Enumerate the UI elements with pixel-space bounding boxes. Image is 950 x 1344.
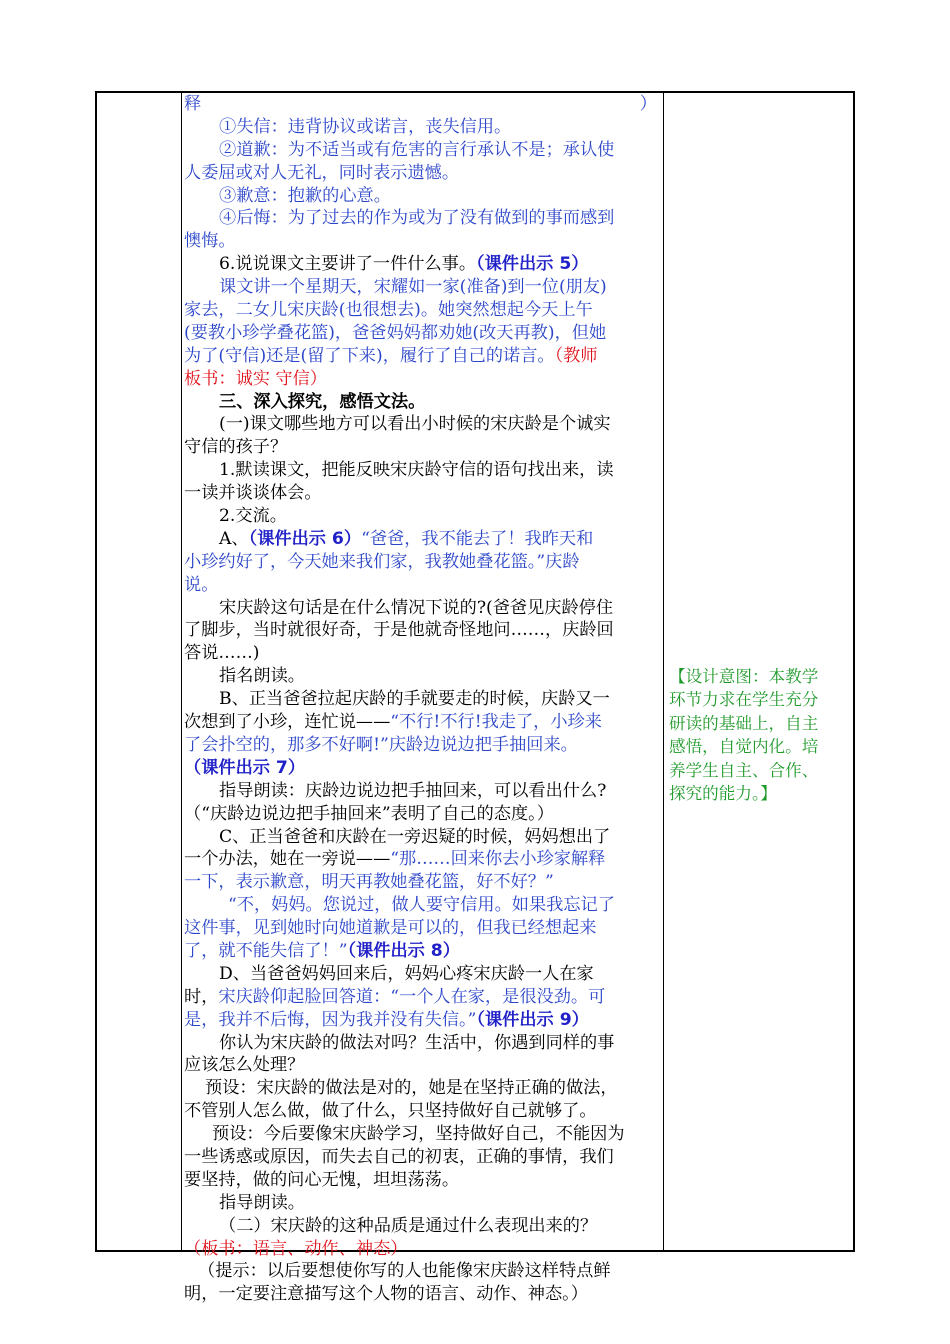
text-line: 1.默读课文，把能反映宋庆龄守信的语句找出来，读 (219, 460, 614, 481)
text-line: 守信的孩子？ (184, 437, 288, 458)
courseware-callout: （课件出示 8） (347, 940, 460, 961)
text-line: 指导朗读。 (219, 1192, 305, 1213)
text-line: 指导朗读：庆龄边说边把手抽回来，可以看出什么? (219, 780, 607, 801)
text-line: 了脚步，当时就很好奇，于是他就奇怪地问……，庆龄回 (184, 620, 614, 641)
courseware-callout: （课件出示 7） (184, 757, 306, 778)
text-line: 说。 (184, 574, 219, 595)
board-note: 板书：诚实 守信） (184, 368, 327, 389)
text-line: 宋庆龄这句话是在什么情况下说的?(爸爸见庆龄停住 (219, 597, 614, 618)
text-line: (一)课文哪些地方可以看出小时候的宋庆龄是个诚实 (219, 414, 611, 435)
text-line: （提示：以后要想使你写的人也能像宋庆龄这样特点鲜 (198, 1261, 611, 1282)
design-note-line: 探究的能力。】 (669, 784, 777, 804)
courseware-callout: （课件出示 9） (476, 1009, 589, 1030)
text-line: 要坚持，做的问心无愧，坦坦荡荡。 (184, 1169, 460, 1190)
text-line: (要教小珍学叠花篮)，爸爸妈妈都劝她(改天再教)，但她 (184, 322, 607, 343)
text-line: 为了(守信)还是(留了下来)，履行了自己的诺言。（教师 (184, 345, 598, 366)
design-note-line: 感悟，自觉内化。培 (669, 737, 819, 757)
text-line: 应该怎么处理？ (184, 1055, 305, 1076)
text-line: ④后悔：为了过去的作为或为了没有做到的事而感到 (219, 208, 615, 229)
text-line: 一下，表示歉意，明天再教她叠花篮，好不好？” (184, 872, 554, 893)
courseware-callout: （课件出示 5） (476, 254, 589, 275)
text-line: A、（课件出示 6）“爸爸，我不能去了！我昨天和 (219, 528, 594, 549)
text-line: 家去，二女儿宋庆龄(也很想去)。她突然想起今天上午 (184, 300, 593, 321)
text-line: 一些诱惑或原因，而失去自己的初衷，正确的事情，我们 (184, 1146, 614, 1167)
text-line: 人委屈或对人无礼，同时表示遗憾。 (184, 162, 460, 183)
design-note-line: 研读的基础上，自主 (669, 713, 819, 733)
text-line: 预设：宋庆龄的做法是对的，她是在坚持正确的做法， (205, 1078, 618, 1099)
text-line: 了，就不能失信了！”（课件出示 8） (184, 940, 460, 961)
column-divider-right (663, 93, 664, 1250)
text-line: 6.说说课文主要讲了一件什么事。（课件出示 5） (219, 254, 589, 275)
text-line: 不管别人怎么做，做了什么，只坚持做好自己就够了。 (184, 1101, 597, 1122)
text-line: 明，一定要注意描写这个人物的语言、动作、神态。） (184, 1284, 588, 1305)
column-divider-left (181, 93, 182, 1250)
text-line: 释 ） (184, 94, 657, 114)
board-note: （板书：语言、动作、神态） (184, 1238, 408, 1259)
text-line: 小珍约好了，今天她来我们家，我教她叠花篮。”庆龄 (184, 551, 580, 572)
courseware-callout: （课件出示 6） (248, 528, 362, 549)
text-line: C、正当爸爸和庆龄在一旁迟疑的时候，妈妈想出了 (219, 826, 611, 847)
text-line: 一个办法，她在一旁说——“那……回来你去小珍家解释 (184, 849, 606, 870)
text-line: 次想到了小珍，连忙说——“不行!不行!我走了，小珍来 (184, 712, 602, 733)
design-note-line: 环节力求在学生充分 (669, 690, 819, 710)
text-line: 了会扑空的，那多不好啊!”庆龄边说边把手抽回来。 (184, 734, 578, 755)
text-line: 时，宋庆龄仰起脸回答道：“一个人在家，是很没劲。可 (184, 986, 606, 1007)
text-line: “不，妈妈。您说过，做人要守信用。如果我忘记了 (228, 895, 615, 916)
text-line: 2.交流。 (219, 506, 287, 527)
text-line: ①失信：违背协议或诺言，丧失信用。 (219, 116, 512, 137)
design-note-line: 【设计意图：本教学 (669, 667, 819, 686)
text-line: B、正当爸爸拉起庆龄的手就要走的时候，庆龄又一 (219, 689, 610, 710)
text-line: 指名朗读。 (219, 666, 305, 687)
text-line: ②道歉：为不适当或有危害的言行承认不是；承认使 (219, 139, 615, 160)
text-line: 懊悔。 (184, 231, 236, 252)
text-line: ③歉意：抱歉的心意。 (219, 185, 391, 206)
text-line: 这件事，见到她时向她道歉是可以的，但我已经想起来 (184, 918, 597, 939)
lesson-plan-table (95, 91, 855, 1305)
section-heading: 三、深入探究，感悟文法。 (219, 391, 426, 412)
text-line: （“庆龄边说边把手抽回来”表明了自己的态度。） (184, 803, 554, 824)
text-line: （二）宋庆龄的这种品质是通过什么表现出来的？ (219, 1215, 598, 1236)
text-line: 一读并谈谈体会。 (184, 483, 322, 504)
text-line: 答说……) (184, 643, 260, 664)
text-line: 是，我并不后悔，因为我并没有失信。”（课件出示 9） (184, 1009, 589, 1030)
teaching-process-cell (184, 93, 661, 1305)
text-line: 预设：今后要像宋庆龄学习，坚持做好自己，不能因为 (212, 1124, 625, 1145)
design-intent-note (669, 665, 847, 805)
design-note-line: 养学生自主、合作、 (669, 760, 819, 780)
text-line: D、当爸爸妈妈回来后，妈妈心疼宋庆龄一人在家 (219, 963, 594, 984)
text-line: 你认为宋庆龄的做法对吗？生活中，你遇到同样的事 (219, 1032, 615, 1053)
board-note: （教师 (554, 345, 598, 366)
text-line: 课文讲一个星期天，宋耀如一家(准备)到一位(朋友) (219, 277, 607, 298)
